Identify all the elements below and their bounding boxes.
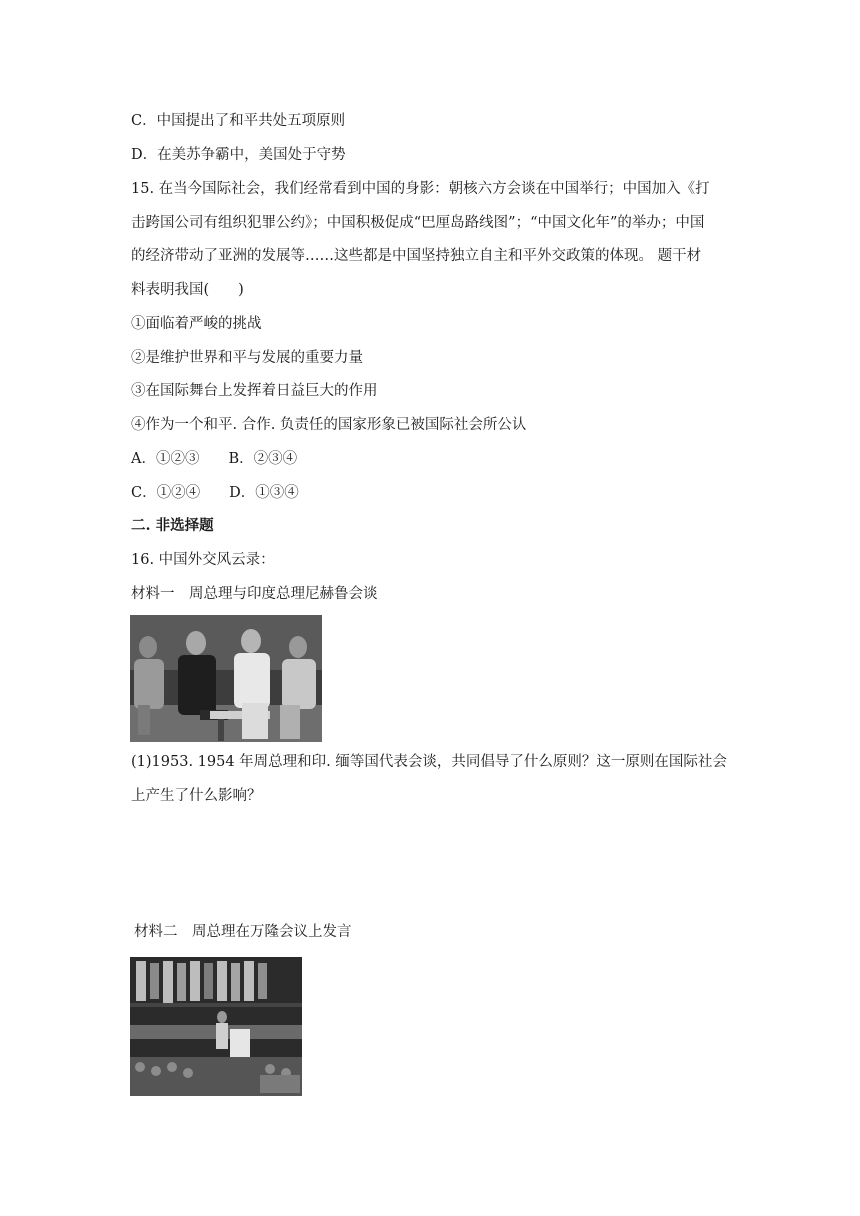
material-1-photo (130, 615, 322, 742)
question-16-1-line-1: (1)1953. 1954 年周总理和印. 缅等国代表会谈，共同倡导了什么原则？这一原则在国际社会 (131, 754, 727, 770)
material-2-caption: 材料二 周总理在万隆会议上发言 (134, 924, 352, 940)
material-2-photo (130, 957, 302, 1096)
option-d-previous: D．在美苏争霸中，美国处于守势 (131, 147, 346, 163)
question-15-line-1: 15. 在当今国际社会，我们经常看到中国的身影：朝核六方会谈在中国举行；中国加入《打 (131, 181, 710, 197)
question-15-line-2: 击跨国公司有组织犯罪公约》；中国积极促成“巴厘岛路线图”；“中国文化年”的举办；中国 (131, 215, 705, 231)
question-16-1-line-2: 上产生了什么影响？ (131, 788, 262, 804)
section-heading: 二. 非选择题 (131, 517, 214, 534)
option-c-previous: C．中国提出了和平共处五项原则 (131, 113, 346, 129)
options-c-d: C．①②④ D．①③④ (131, 485, 299, 501)
question-16-title: 16. 中国外交风云录： (131, 552, 275, 568)
statement-4: ④作为一个和平. 合作. 负责任的国家形象已被国际社会所公认 (131, 417, 527, 433)
statement-1: ①面临着严峻的挑战 (131, 316, 262, 332)
question-15-line-3: 的经济带动了亚洲的发展等……这些都是中国坚持独立自主和平外交政策的体现。 题干材 (131, 248, 702, 264)
meeting-photo-image (130, 615, 322, 742)
material-1-caption: 材料一 周总理与印度总理尼赫鲁会谈 (131, 586, 378, 602)
conference-photo-image (130, 957, 302, 1096)
statement-2: ②是维护世界和平与发展的重要力量 (131, 350, 363, 366)
question-15-line-4: 料表明我国( ) (131, 282, 244, 298)
statement-3: ③在国际舞台上发挥着日益巨大的作用 (131, 383, 378, 399)
options-a-b: A．①②③ B．②③④ (131, 451, 298, 467)
